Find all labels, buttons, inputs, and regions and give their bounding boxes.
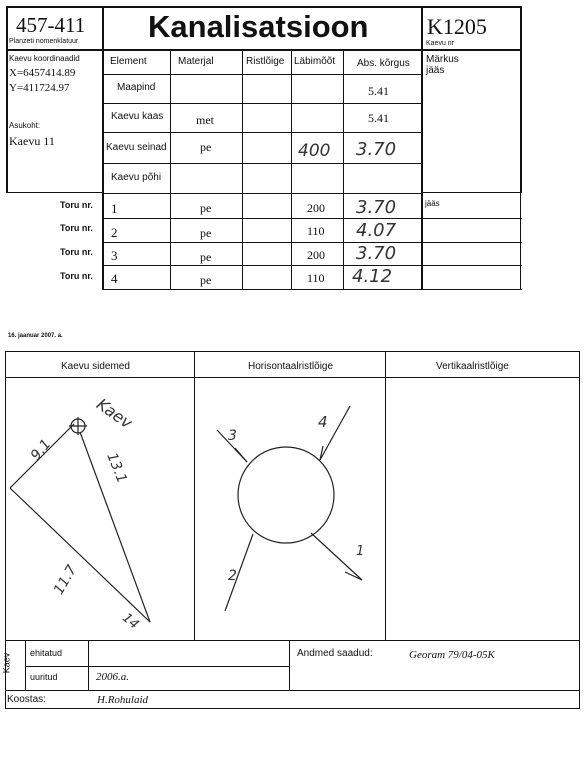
col-header-diameter: Läbimõõt (294, 56, 336, 67)
row-diameter: 400 (298, 141, 331, 161)
row-element: Kaevu seinad (106, 142, 167, 153)
col-header-cross-section: Ristlõige (246, 56, 285, 67)
sketch-col-vertical-section: Vertikaalristlõige (436, 361, 509, 372)
pipe-height: 3.70 (356, 243, 397, 264)
pipe-nr: 2 (111, 225, 118, 240)
row-element: Kaevu kaas (111, 111, 164, 122)
ann-13-1: 13.1 (103, 450, 130, 486)
ann-pipe-1: 1 (356, 544, 365, 559)
pipe-diameter: 200 (307, 201, 325, 215)
location-value: Kaevu 11 (9, 134, 55, 148)
horizontal-section-sketch (195, 378, 385, 640)
ann-pipe-4: 4 (318, 413, 328, 431)
pipe-material: pe (200, 273, 212, 287)
row-element: Kaevu põhi (111, 172, 162, 183)
pipe-nr: 1 (111, 201, 118, 216)
pipe-note: jääs (425, 199, 440, 208)
ann-14: 14 (119, 610, 142, 633)
pipe-height: 3.70 (356, 197, 397, 218)
row-element: Maapind (117, 82, 156, 93)
pipe-height: 4.07 (356, 220, 397, 241)
row-material: pe (200, 140, 212, 154)
pipe-material: pe (200, 226, 212, 240)
page-title: Kanalisatsioon (148, 9, 369, 44)
source-label: Andmed saadud: (297, 648, 373, 659)
pipe-diameter: 200 (307, 248, 325, 262)
well-id-caption: Kaevu nr (426, 40, 455, 47)
pipe-label: Toru nr. (60, 247, 93, 257)
coord-y: Y=411724.97 (9, 82, 70, 94)
ann-pipe-3: 3 (228, 428, 237, 444)
row-height: 5.41 (368, 84, 389, 98)
col-header-element: Element (110, 56, 147, 67)
pipe-label: Toru nr. (60, 200, 93, 210)
well-id: K1205 (427, 14, 487, 39)
col-header-material: Materjal (178, 56, 214, 67)
row-material: met (196, 113, 214, 127)
source-value: Georam 79/04-05K (409, 649, 495, 661)
surveyed-label: uuritud (30, 672, 58, 682)
ann-9-1: 9.1 (27, 436, 55, 464)
surveyed-value: 2006.a. (96, 671, 129, 683)
coords-label: Kaevu koordinaadid (9, 54, 80, 63)
row-height: 3.70 (356, 139, 397, 160)
pipe-nr: 4 (111, 271, 118, 286)
pipe-label: Toru nr. (60, 271, 93, 281)
footer-side-label: Kaev (1, 652, 12, 674)
pipe-diameter: 110 (307, 271, 325, 285)
col-header-notes: Märkus (426, 54, 459, 65)
built-label: ehitatud (30, 648, 63, 658)
sheet-caption: Planzeti nomenklatuur (9, 38, 79, 45)
sketch-col-horizontal-section: Horisontaalristlõige (248, 361, 334, 372)
pipe-material: pe (200, 250, 212, 264)
ann-11-7: 11.7 (50, 562, 81, 598)
ann-kaev: Kaev (93, 394, 136, 433)
col-header-abs-height: Abs. kõrgus (357, 58, 410, 69)
sketch-col-well-connections: Kaevu sidemed (61, 361, 130, 372)
pipe-diameter: 110 (307, 224, 325, 238)
author-label: Koostas: (7, 694, 46, 705)
coord-x: X=6457414.89 (9, 67, 76, 79)
ann-pipe-2: 2 (228, 568, 237, 584)
pipe-label: Toru nr. (60, 223, 93, 233)
pipe-material: pe (200, 201, 212, 215)
note-top: jääs (426, 65, 445, 76)
pipe-height: 4.12 (352, 266, 393, 287)
pipe-nr: 3 (111, 248, 118, 263)
row-height: 5.41 (368, 111, 389, 125)
sheet-number: 457-411 (16, 13, 86, 37)
location-label: Asukoht: (9, 121, 41, 130)
document-date: 16. jaanuar 2007. a. (8, 333, 63, 339)
well-ties-sketch (0, 378, 194, 640)
author-value: H.Rohulaid (97, 694, 149, 706)
